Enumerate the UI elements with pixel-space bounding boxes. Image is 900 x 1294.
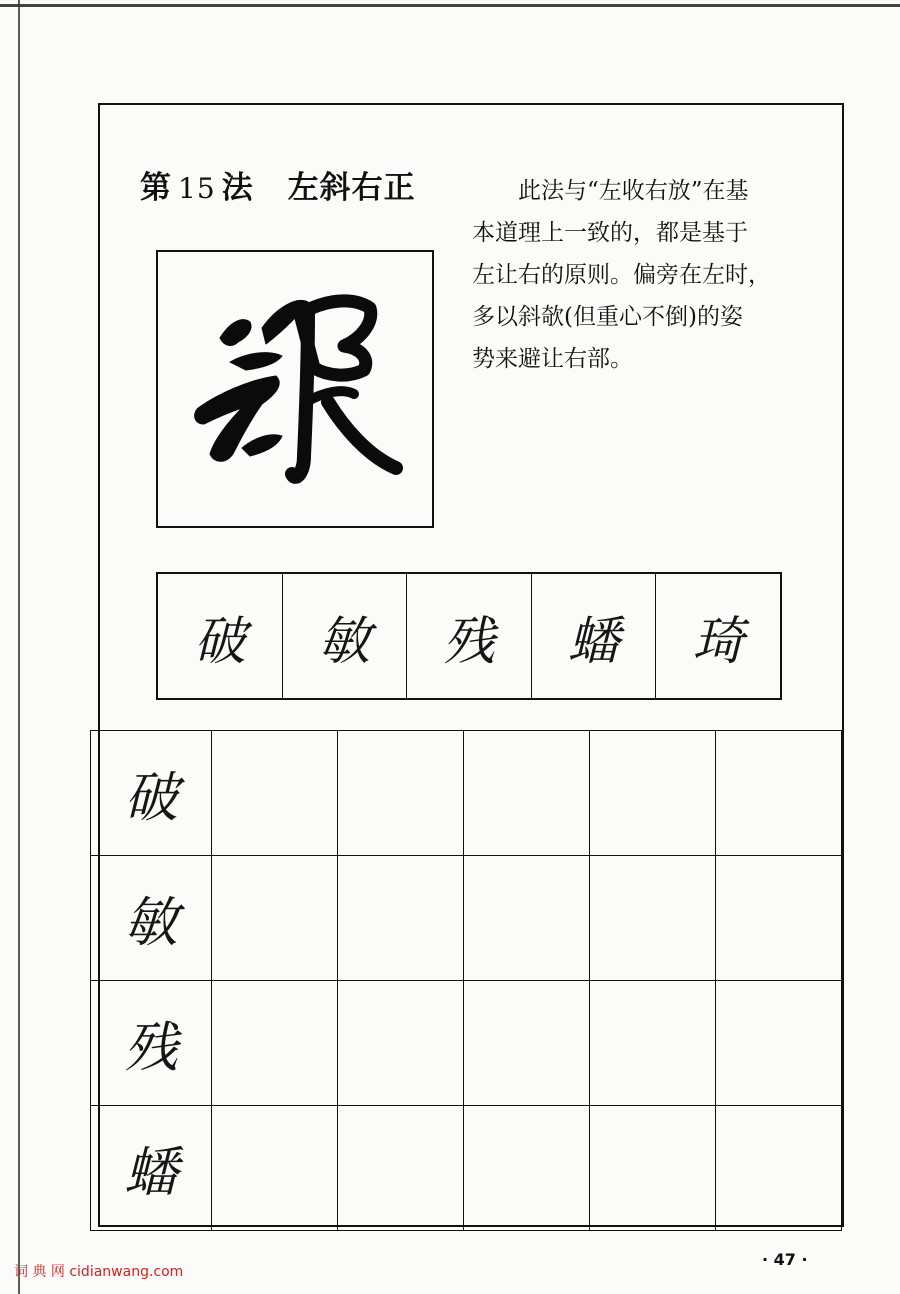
main-calligraphy-box	[156, 250, 434, 528]
practice-cell	[716, 731, 842, 856]
calligraphy-gen-character	[158, 252, 432, 526]
practice-cell	[338, 856, 464, 981]
practice-cell	[212, 981, 338, 1106]
page-edge-line	[18, 0, 20, 1294]
example-characters-row	[156, 572, 782, 700]
practice-cell	[464, 1106, 590, 1231]
practice-cell	[338, 731, 464, 856]
model-character: 破	[91, 731, 212, 856]
practice-cell	[464, 981, 590, 1106]
description-line: 势来避让右部。	[472, 346, 633, 372]
description-line: 多以斜欹(但重心不倒)的姿	[472, 304, 743, 330]
lesson-title	[140, 162, 416, 207]
practice-row	[91, 1106, 842, 1231]
model-character: 敏	[91, 856, 212, 981]
practice-cell	[212, 856, 338, 981]
title-number: 15	[178, 172, 216, 205]
page-number: · 47 ·	[762, 1250, 808, 1269]
practice-grid	[90, 730, 842, 1231]
practice-cell	[590, 731, 716, 856]
example-character: 琦	[692, 611, 745, 672]
practice-row	[91, 856, 842, 981]
example-character: 破	[158, 574, 283, 698]
practice-cell	[590, 981, 716, 1106]
practice-row	[91, 981, 842, 1106]
model-character: 蟠	[91, 1106, 212, 1231]
example-character: 残	[407, 574, 532, 698]
top-border-line	[0, 4, 900, 7]
practice-cell	[338, 1106, 464, 1231]
description-line: 左让右的原则。偏旁在左时，	[472, 262, 771, 288]
model-character: 残	[91, 981, 212, 1106]
practice-cell	[464, 731, 590, 856]
practice-cell	[716, 981, 842, 1106]
practice-cell	[212, 731, 338, 856]
practice-cell	[716, 856, 842, 981]
lesson-description	[472, 170, 812, 380]
practice-row	[91, 731, 842, 856]
example-character: 蟠	[532, 574, 657, 698]
title-method-name: 左斜右正	[287, 170, 416, 206]
title-prefix: 第	[140, 170, 172, 206]
practice-cell	[590, 856, 716, 981]
title-suffix: 法	[221, 170, 254, 206]
practice-cell	[464, 856, 590, 981]
description-line: 本道理上一致的，都是基于	[472, 220, 748, 246]
practice-cell	[590, 1106, 716, 1231]
description-line: 此法与“左收右放”在基	[518, 178, 749, 204]
practice-cell	[716, 1106, 842, 1231]
example-character: 敏	[283, 574, 408, 698]
practice-cell	[212, 1106, 338, 1231]
practice-cell	[338, 981, 464, 1106]
watermark-site: 词 典 网 cidianwang.com	[14, 1264, 184, 1280]
